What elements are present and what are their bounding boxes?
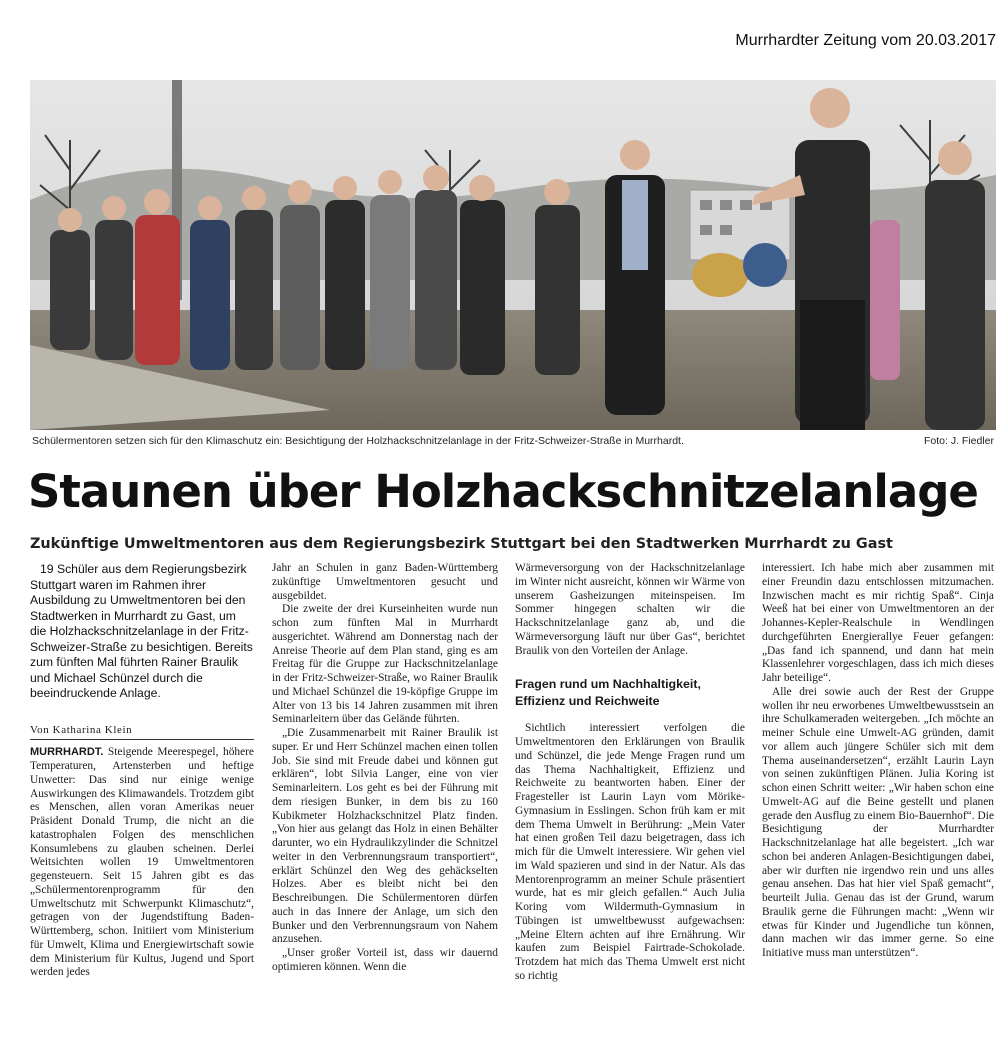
- source-line: Murrhardter Zeitung vom 20.03.2017: [735, 32, 996, 49]
- subheadline: Zukünftige Umweltmentoren aus dem Regierungsbezirk Stuttgart bei den Stadtwerken Murrhardt zu Gast: [30, 536, 893, 552]
- photo-caption-row: [30, 435, 996, 451]
- article-column-4: [762, 562, 994, 1002]
- article-photo: [30, 80, 996, 430]
- body-paragraph: Wärmeversorgung von der Hackschnitzelanlage im Winter nicht ausreicht, können wir Wärme von unserem Gasheizungen miteinspeisen. Im Sommer hingegen schalten wir die Hackschnitzelanlage ganz ab, und die Wärmeversorgung läuft nur über Gas“, berichtet Braulik von den Vorteilen der Anlage.: [515, 562, 745, 657]
- section-title: Fragen rund um Nachhaltigkeit, Effizienz und Reichweite: [515, 677, 701, 709]
- article-column-3: [515, 562, 745, 1002]
- body-paragraph: Die zweite der drei Kurseinheiten wurde nun schon zum fünften Mal in Murrhardt ausgerichtet. Während am Donnerstag nach der Anreise Theorie auf dem Plan stand, ging es am Freitag für die Gruppe zur Hackschnitzelanlage in der Fritz-Schweizer-Straße, wo Rainer Braulik und Michael Schünzel die 19-köpfige Gruppe im Alter von 13 bis 14 Jahren zusammen mit ihren Seminarleitern über das Gelände führten.: [272, 603, 498, 726]
- body-paragraph: Alle drei sowie auch der Rest der Gruppe wollen ihr neu erworbenes Umweltbewusstsein an ihre Schulkameraden weitergeben. „Ich möchte an meiner Schule eine Umwelt-AG gründen, damit vor allem auch jüngere Schüler sich mit dem Thema auseinandersetzen“, erzählt Laurin Layn von seinen zukünftigen Plänen. Julia Koring ist schon einen Schritt weiter: „Wir haben schon eine Umwelt-AG auf die Beine gestellt und planen gerade den Ausflug zu einem Bio-Bauernhof“. Die Besichtigung der Murrhardter Hackschnitzelanlage hat alle begeistert. „Ich war schon bei anderen Anlagen-Besichtigungen dabei, aber wir durften nie irgendwo rein und uns alles genau ansehen. Das hat hier viel Spaß gemacht“, beurteilt Julia. Genau das ist der Grund, warum Braulik gerne die Führungen macht: „Wenn wir etwas für Kinder und Jugendliche tun können, dann machen wir das immer gerne. So eine Initiative muss man unterstützen“.: [762, 685, 994, 959]
- body-paragraph: Sichtlich interessiert verfolgen die Umweltmentoren den Erklärungen von Braulik und Schünzel, die jede Menge Fragen rund um das Thema Nachhaltigkeit, Effizienz und Reichweite zu beantworten haben. Einer der Fragesteller ist Laurin Layn vom Mörike-Gymnasium in Esslingen. Schon früh kam er mit dem Thema Umwelt in Berührung: „Mein Vater hat einen großen Teil dazu beigetragen, dass ich mich für die Umwelt interessiere. Wir gehen viel im Wald spazieren und sind in der Natur. Als das Mentorenprogramm an meiner Schule präsentiert wurde, hat es mir gleich gefallen.“ Auch Julia Koring vom Wildermuth-Gymnasium in Tübingen ist umweltbewusst aufgewachsen: „Meine Eltern achten auf ihre Ernährung. Wir kaufen zum Beispiel Fairtrade-Schokolade. Trotzdem hat mich das Thema Umwelt erst nicht so richtig: [515, 722, 745, 982]
- lead-paragraph: 19 Schüler aus dem Regierungsbezirk Stuttgart waren im Rahmen ihrer Ausbildung zu Umweltmentoren bei den Stadtwerken in Murrhardt zu Gast, um die Holzhackschnitzelanlage in der Fritz-Schweizer-Straße zu besichtigen. Bereits zum fünften Mal führten Rainer Braulik und Michael Schünzel durch die beeindruckende Anlage.: [30, 562, 253, 700]
- headline: Staunen über Holzhackschnitzelanlage: [28, 465, 978, 518]
- body-paragraph: „Die Zusammenarbeit mit Rainer Braulik ist super. Er und Herr Schünzel machen einen tollen Job. Sie sind mit Freude dabei und können gut erklären“, lobt Silvia Langer, eine von vier Seminarleitern. Los geht es bei der Führung mit dem riesigen Bunker, in dem bis zu 160 Kubikmeter Holzhackschnitzel Platz finden. „Von hier aus gelangt das Holz in einen Behälter darunter, wo ein Hydraulikzylinder die Schnitzel weiter in den Verbrennungsraum transportiert“, erklärt Schünzel den Weg des gehäckselten Holzes. Aber es bleibt nicht bei den Beschreibungen. Die Schülermentoren dürfen auch in das Innere der Anlage, um sich den Bunker und den Verbrennungsraum von Nahem anzusehen.: [272, 727, 498, 946]
- body-text: Steigende Meerespegel, höhere Temperaturen, Artensterben und heftige Unwetter: Das sind nur einige wenige Auswirkungen des Klimawandels. Trotzdem gibt es Menschen, allen voran Amerikas neuer Präsident Donald Trump, die nicht an die katastrophalen Folgen des menschlichen Konsumlebens zu glauben scheinen. Derlei Weitsichten wollen 19 Umweltmentoren gegensteuern. Seit 15 Jahren gibt es das „Schülermentorenprogramm für den Umweltschutz mit Schwerpunkt Klimaschutz“, getragen von der Jugendstiftung Baden-Württemberg, schon. Initiiert vom Ministerium für Umwelt, Klima und Energiewirtschaft sowie dem Ministerium für Kultus, Jugend und Sport werden jedes: [30, 746, 254, 979]
- body-paragraph: „Unser großer Vorteil ist, dass wir dauernd optimieren können. Wenn die: [272, 947, 498, 973]
- body-paragraph: interessiert. Ich habe mich aber zusammen mit einer Freundin dazu entschlossen mitzumachen. Inzwischen macht es mir richtig Spaß“. Cinja Weeß hat bei einer von Umweltmentoren an der Johannes-Kepler-Realschule in Wendlingen durchgeführten Energierallye Feuer gefangen: „Das fand ich spannend, und dann hat mein Klassenlehrer vorgeschlagen, dass ich mich dieses Jahr beteilige“.: [762, 562, 994, 684]
- photo-credit: Foto: J. Fiedler: [923, 435, 994, 447]
- article-column-2: [272, 562, 498, 1002]
- article-column-1: [30, 562, 254, 1002]
- body-paragraph: Jahr an Schulen in ganz Baden-Württemberg zukünftige Umweltmentoren gesucht und ausgebildet.: [272, 562, 498, 602]
- byline-block: [30, 724, 254, 741]
- byline: Von Katharina Klein: [30, 723, 133, 736]
- dateline: MURRHARDT.: [30, 746, 104, 759]
- photo-caption: Schülermentoren setzen sich für den Klimaschutz ein: Besichtigung der Holzhackschnitzelanlage in der Fritz-Schweizer-Straße in Murrhardt.: [32, 435, 684, 447]
- body-paragraph: [30, 746, 254, 980]
